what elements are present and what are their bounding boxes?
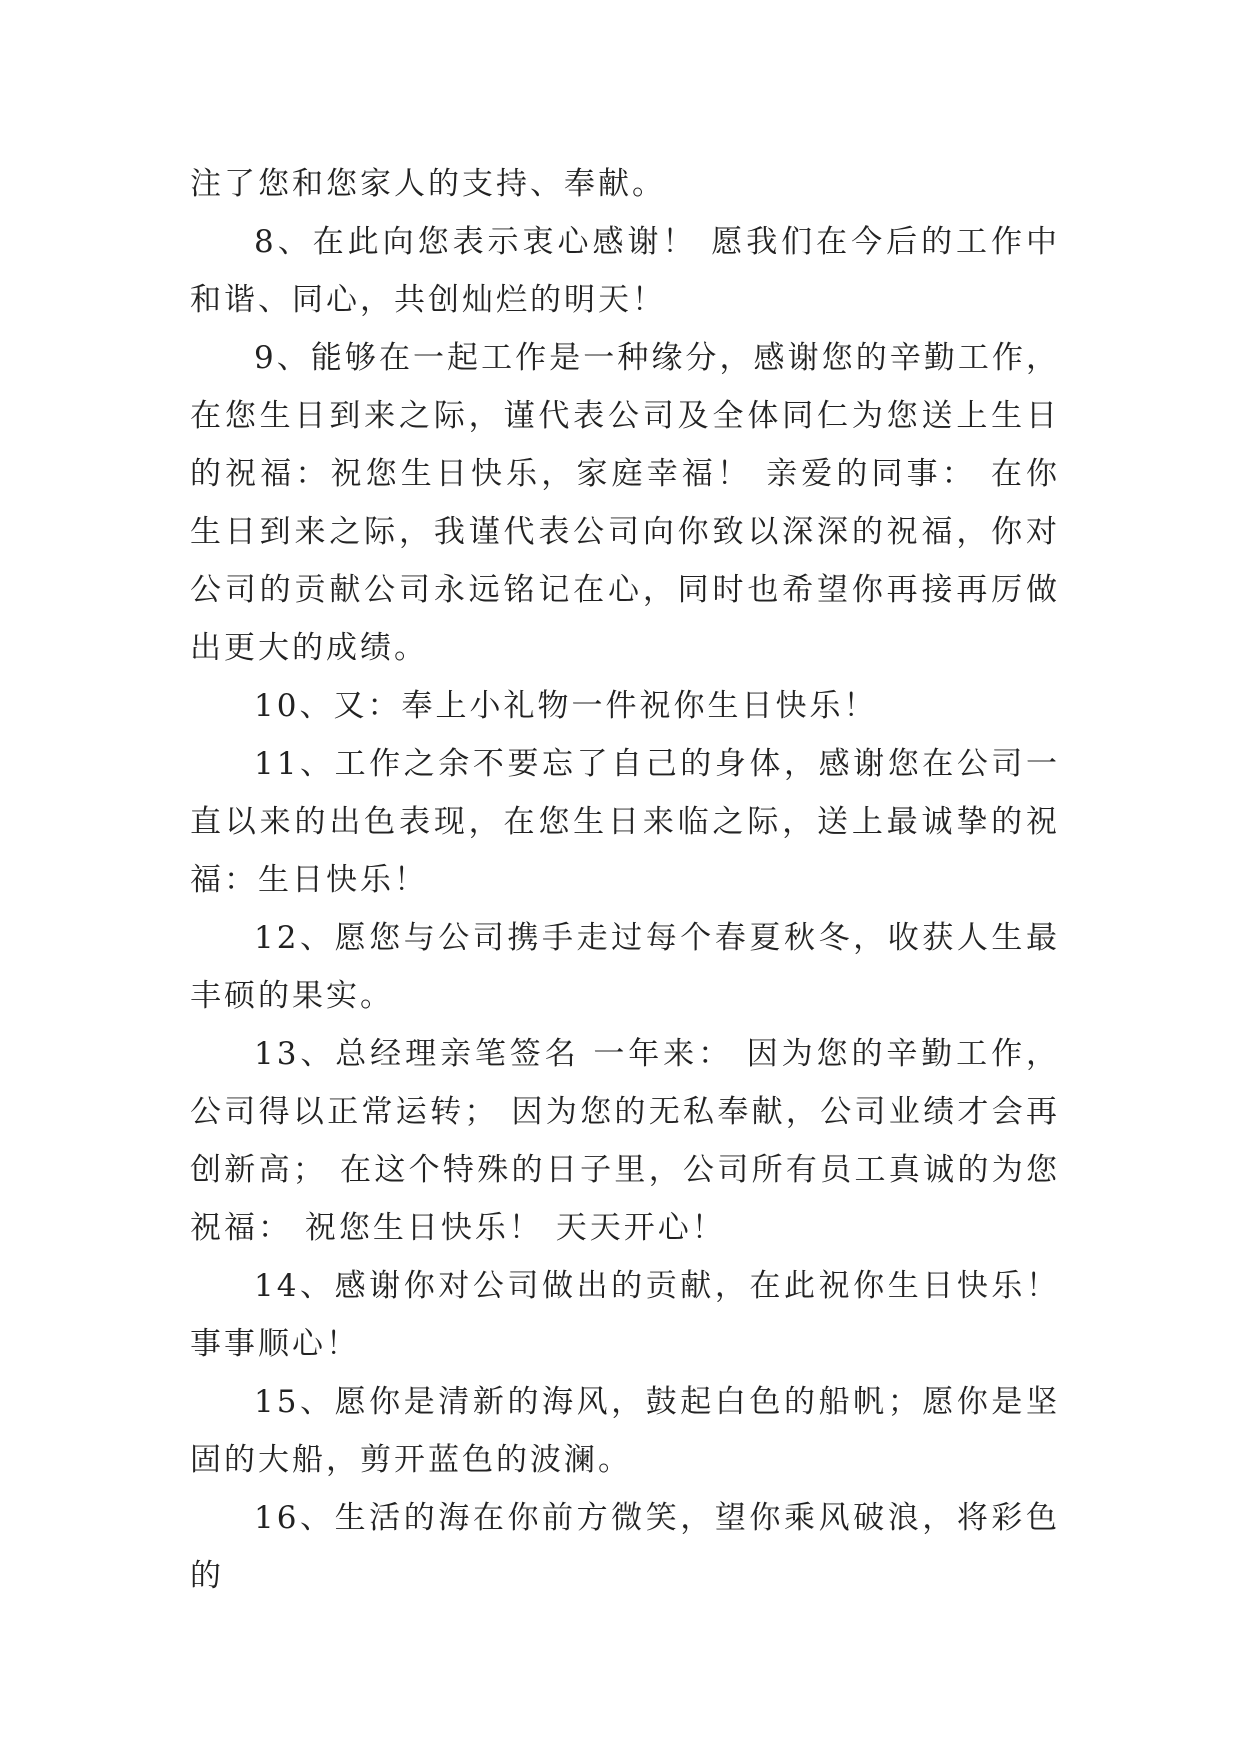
paragraph: 15、愿你是清新的海风，鼓起白色的船帆；愿你是坚固的大船，剪开蓝色的波澜。: [190, 1384, 1060, 1478]
document-body: [190, 155, 1060, 1605]
paragraph: 注了您和您家人的支持、奉献。: [190, 166, 666, 202]
paragraph: 13、总经理亲笔签名 一年来： 因为您的辛勤工作，公司得以正常运转； 因为您的无私奉献，公司业绩才会再创新高； 在这个特殊的日子里，公司所有员工真诚的为您祝福： 祝您生日快乐！ 天天开心！: [190, 1036, 1060, 1246]
paragraph: 8、在此向您表示衷心感谢！ 愿我们在今后的工作中和谐、同心，共创灿烂的明天！: [190, 224, 1060, 318]
paragraph: 10、又：奉上小礼物一件祝你生日快乐！: [254, 688, 878, 724]
paragraph: 9、能够在一起工作是一种缘分，感谢您的辛勤工作，在您生日到来之际，谨代表公司及全体同仁为您送上生日的祝福：祝您生日快乐，家庭幸福！ 亲爱的同事： 在你生日到来之际，我谨代表公司向你致以深深的祝福，你对公司的贡献公司永远铭记在心，同时也希望你再接再厉做出更大的成绩。: [190, 340, 1060, 666]
paragraph: 11、工作之余不要忘了自己的身体，感谢您在公司一直以来的出色表现，在您生日来临之际，送上最诚挚的祝福：生日快乐！: [190, 746, 1060, 898]
paragraph: 12、愿您与公司携手走过每个春夏秋冬，收获人生最丰硕的果实。: [190, 920, 1060, 1014]
paragraph: 14、感谢你对公司做出的贡献，在此祝你生日快乐！事事顺心！: [190, 1268, 1060, 1362]
paragraph: 16、生活的海在你前方微笑，望你乘风破浪，将彩色的: [190, 1500, 1060, 1594]
